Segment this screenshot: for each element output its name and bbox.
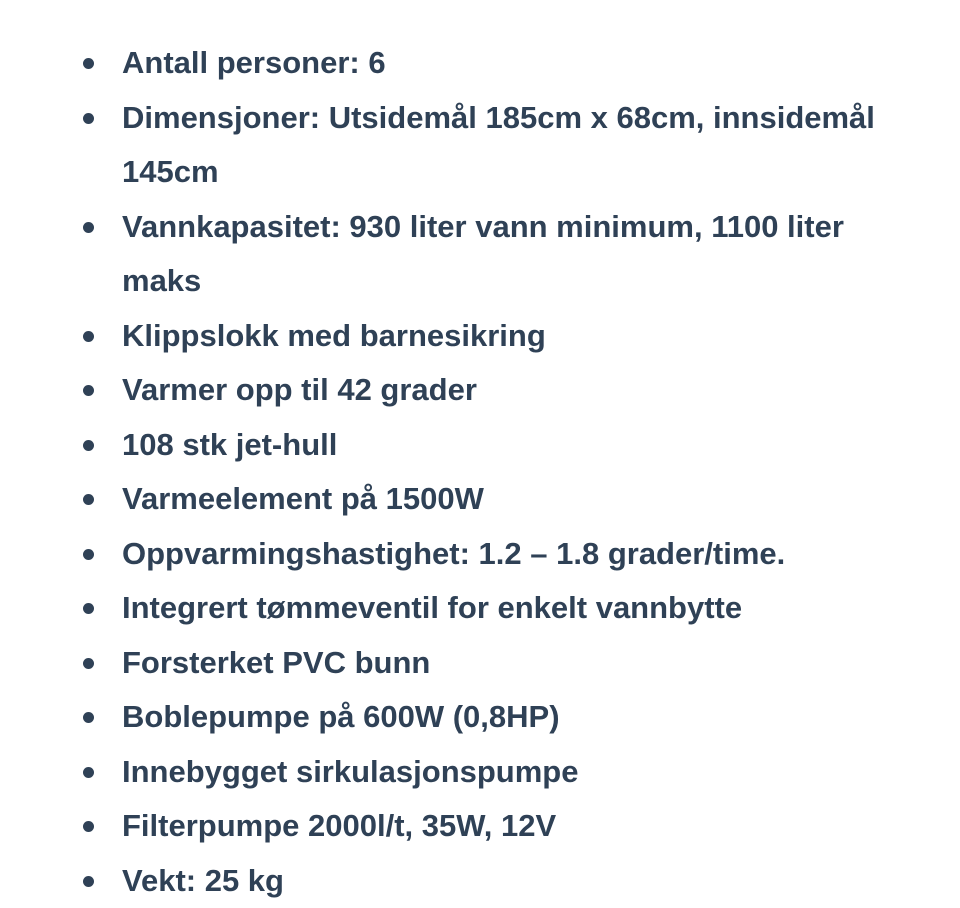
spec-item-circulation-pump bbox=[0, 745, 960, 800]
spec-item-dimensions bbox=[0, 91, 960, 200]
spec-text: Dimensjoner: Utsidemål 185cm x 68cm, innsidemål 145cm bbox=[122, 99, 875, 189]
spec-item-persons bbox=[0, 36, 960, 91]
bullet-icon bbox=[83, 58, 94, 69]
spec-item-heating-rate bbox=[0, 527, 960, 582]
spec-item-pvc-floor bbox=[0, 636, 960, 691]
bullet-icon bbox=[83, 549, 94, 560]
spec-text: Filterpumpe 2000l/t, 35W, 12V bbox=[122, 808, 557, 843]
bullet-icon bbox=[83, 331, 94, 342]
spec-text: 108 stk jet-hull bbox=[122, 426, 338, 462]
spec-text: Varmeelement på 1500W bbox=[122, 481, 484, 516]
spec-item-filter-pump bbox=[0, 799, 960, 854]
spec-item-jets bbox=[0, 418, 960, 473]
spec-item-drain-valve bbox=[0, 581, 960, 636]
spec-text: Vannkapasitet: 930 liter vann minimum, 1100 liter maks bbox=[122, 208, 844, 298]
bullet-icon bbox=[83, 821, 94, 832]
spec-text: Oppvarmingshastighet: 1.2 – 1.8 grader/time. bbox=[122, 535, 786, 571]
bullet-icon bbox=[83, 385, 94, 396]
spec-text: Vekt: 25 kg bbox=[122, 862, 284, 898]
spec-text: Klippslokk med barnesikring bbox=[122, 317, 546, 353]
spec-text: Boblepumpe på 600W (0,8HP) bbox=[122, 699, 560, 734]
bullet-icon bbox=[83, 658, 94, 669]
bullet-icon bbox=[83, 712, 94, 723]
bullet-icon bbox=[83, 113, 94, 124]
bullet-icon bbox=[83, 603, 94, 614]
spec-item-weight bbox=[0, 854, 960, 908]
spec-item-water-capacity bbox=[0, 200, 960, 309]
bullet-icon bbox=[83, 440, 94, 451]
bullet-icon bbox=[83, 494, 94, 505]
spec-text: Forsterket PVC bunn bbox=[122, 644, 431, 680]
spec-item-lid bbox=[0, 309, 960, 364]
spec-text: Varmer opp til 42 grader bbox=[122, 372, 477, 407]
spec-item-heater bbox=[0, 472, 960, 527]
spec-item-bubble-pump bbox=[0, 690, 960, 745]
bullet-icon bbox=[83, 767, 94, 778]
bullet-icon bbox=[83, 876, 94, 887]
spec-list bbox=[0, 36, 960, 908]
spec-text: Antall personer: 6 bbox=[122, 45, 386, 80]
spec-item-max-temperature bbox=[0, 363, 960, 418]
bullet-icon bbox=[83, 222, 94, 233]
spec-text: Integrert tømmeventil for enkelt vannbytte bbox=[122, 590, 743, 625]
spec-text: Innebygget sirkulasjonspumpe bbox=[122, 753, 579, 789]
